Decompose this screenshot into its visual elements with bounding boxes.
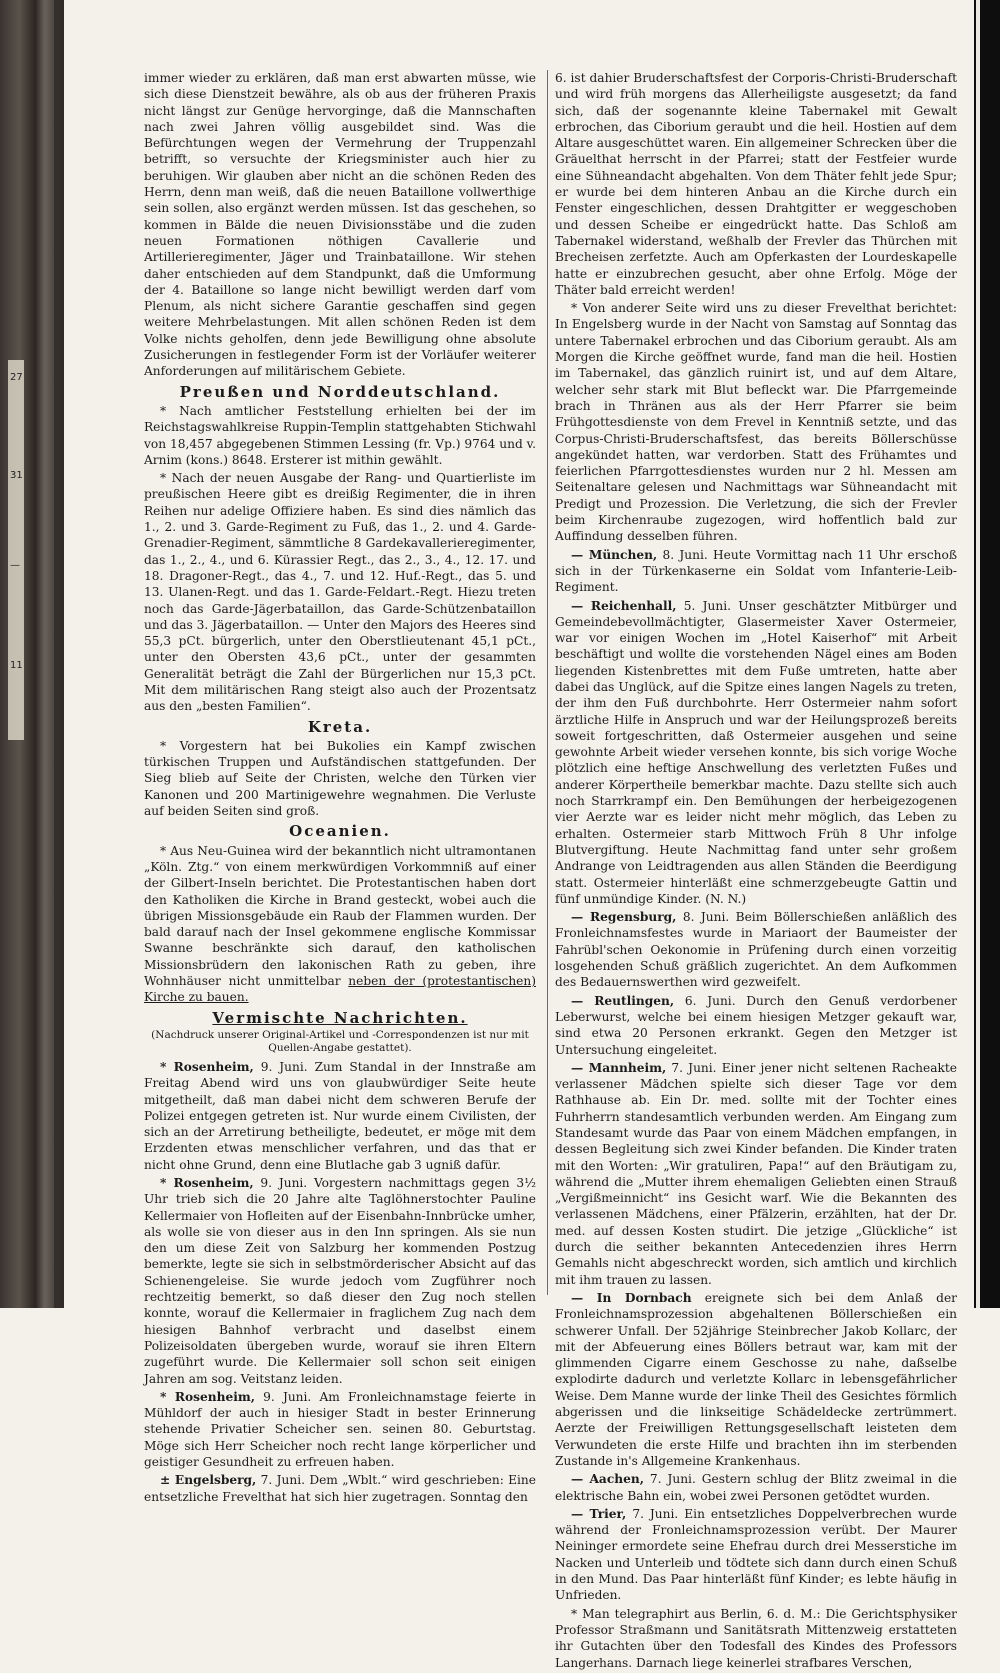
dateline: * Rosenheim, — [160, 1059, 254, 1074]
news-text: 9. Juni. Vorgestern nachmittags gegen 3½ Uhr trieb sich die 20 Jahre alte Taglöhnerstochter Pauline Kellermaier von Hofleiten auf der Eisenbahn-Innbrücke umher, als wolle sie von dieser aus in den Inn springen. Als sie nun den um diese Zeit von Salzburg her kommenden Postzug bemerkte, legte sie sich in selbstmörderischer Absicht auf das Schienengeleise. Sie wurde jedoch vom Zugführer noch rechtzeitig bemerkt, so daß dieser den Zug noch stellen konnte, worauf die Kellermaier in fraglichem Zug nach dem hiesigen Bahnhof verbracht und daselbst einem Polizeisoldaten übergeben wurde, worauf sie ihren Eltern zugeführt wurde. Die Kellermaier soll schon seit einigen Jahren am sog. Veitstanz leiden. — [144, 1176, 537, 1386]
news-item — [555, 909, 957, 990]
news-text: 7. Juni. Gestern schlug der Blitz zweimal in die elektrische Bahn ein, wobei zwei Personen getödtet wurden. — [555, 1472, 958, 1503]
news-item — [144, 1389, 536, 1470]
newspaper-page — [100, 70, 962, 1670]
dateline: — Aachen, — [571, 1472, 644, 1487]
news-item: * Vorgestern hat bei Bukolies ein Kampf zwischen türkischen Truppen und Aufständischen stattgefunden. Der Sieg blieb auf Seite der Christen, welche den Türken vier Kanonen und 200 Martinigewehre wegnahmen. Die Verluste auf beiden Seiten sind groß. — [144, 738, 536, 819]
dateline: ± Engelsberg, — [160, 1473, 257, 1488]
news-text: 6. Juni. Durch den Genuß verdorbener Leberwurst, welche bei einem hiesigen Metzger gekauft war, sind etwa 20 Personen erkrankt. Gegen den Metzger ist Untersuchung eingeleitet. — [555, 993, 958, 1057]
section-heading-prussia: Preußen und Norddeutschland. — [179, 382, 501, 401]
news-item — [555, 993, 957, 1058]
news-item — [555, 1471, 957, 1504]
news-item: * Von anderer Seite wird uns zu dieser Frevelthat berichtet: In Engelsberg wurde in der Nacht von Samstag auf Sonntag das untere Tabernakel erbrochen und das Ciborium geraubt. Als am Morgen die Kirche geöffnet wurde, fand man die heil. Hostien im Tabernakel, das gänzlich ruinirt ist, und auf dem Altare, welcher sehr stark mit Blut befleckt war. Die Pfarrgemeinde brach in Thränen aus als der Herr Pfarrer sie beim Frühgottesdienste von dem Frevel in Kenntniß setzte, und das Corpus-Christi-Bruderschaftsfest, das bereits Böllerschüsse angekündet hatten, war verdorben. Statt des Frühamtes und feierlichen Pfarrgottesdienstes wurden nur 2 hl. Messen am Seitenaltare gelesen und Nachmittags war Sühneandacht mit Predigt und Prozession. Die Verletzung, die sich der Frevler beim Kirchenraube zugezogen, wird hoffentlich bald zur Auffindung desselben führen. — [555, 301, 957, 544]
dateline: * Rosenheim, — [160, 1176, 254, 1190]
news-item — [555, 1290, 957, 1469]
news-text: 7. Juni. Einer jener nicht seltenen Racheakte verlassener Mädchen spielte sich dieser Tage vor dem Rathhause ab. Ein Dr. med. sollte mit der Tochter eines Fuhrherrn standesamtlich verbunden werden. Am Eingang zum Standesamt wurde das Paar von einem Mädchen empfangen, in dessen Begleitung sich zwei Kinder befanden. Die Kinder traten mit den Worten: „Wir gratuliren, Papa!“ auf den Bräutigam zu, während die „Mutter ihrem ehemaligen Geliebten einen Strauß „Vergißmeinnicht“ ins Gesicht warf. Wie die Bekannten des verlassenen Mädchens, einer Pfälzerin, erzählten, hat der Dr. med. auf dessen Kosten studirt. Die jetzige „Glückliche“ ist durch die seither bekannten Antecedenzien ihres Herrn Gemahls nicht abgeschreckt worden, sich amtlich und kirchlich mit ihm trauen zu lassen. — [555, 1060, 957, 1287]
news-item — [555, 598, 957, 908]
news-text: 9. Juni. Am Fronleichnamstage feierte in Mühldorf der auch in hiesiger Stadt in bester Erinnerung stehende Privatier Scheicher sen. seinen 80. Geburtstag. Möge sich Herr Scheicher noch recht lange körperlicher und geistiger Gesundheit zu erfreuen haben. — [144, 1389, 537, 1470]
news-item: * Nach der neuen Ausgabe der Rang- und Quartierliste im preußischen Heere gibt es dreißig Regimenter, die in ihren Reihen nur adelige Offiziere haben. Es sind dies nämlich das 1., 2. und 3. Garde-Regiment zu Fuß, das 1., 2. und 4. Garde-Grenadier-Regiment, sämmtliche 8 Gardekavallerieregimenter, das 1., 2., 4., und 6. Kürassier Regt., das 2., 3., 4., 12. 17. und 18. Dragoner-Regt., das 4., 7. und 12. Huf.-Regt., das 5. und 13. Ulanen-Regt. und das 1. Garde-Feldart.-Regt. Hiezu treten noch das Garde-Jägerbataillon, das Garde-Schützenbataillon und das 3. Jägerbataillon. — Unter den Majors des Heeres sind 55,3 pCt. bürgerlich, unter den Oberstlieutenant 45,1 pCt., unter den Obersten 43,6 pCt., unter der gesammten Generalität beträgt die Zahl der Bürgerlichen nur 15,3 pCt. Mit dem militärischen Rang steigt also auch der Prozentsatz aus den „besten Familien“. — [144, 471, 536, 714]
article-continuation: 6. ist dahier Bruderschaftsfest der Corporis-Christi-Bruderschaft und wird früh morgens das Allerheiligste ausgesetzt; da fand sich, daß der sogenannte kleine Tabernakel mit Gewalt erbrochen, das Ciborium geraubt und die heil. Hostien auf dem Altare ausgeschüttet waren. Ein allgemeiner Schrecken über die Gräuelthat herrscht in der Pfarrei; statt der Festfeier wurde eine Sühneandacht abgehalten. Von dem Thäter fehlt jede Spur; er wurde bei dem hinteren Anbau an die Kirche durch ein Fenster eingeschlichen, dessen Drahtgitter er weggeschoben und dessen Scheibe er eingedrückt hatte. Das Schloß am Tabernakel widerstand, weßhalb der Frevler das Thürchen mit Brecheisen zerfetzte. Auch am Opferkasten der Lourdeskapelle hatte er einzubrechen gesucht, aber ohne Erfolg. Möge der Thäter bald erreicht werden! — [555, 71, 957, 297]
underlined-text: neben der (protestantischen) Kirche zu bauen. — [144, 974, 536, 1005]
source-note: (N. N.) — [705, 891, 747, 906]
dateline: — Reutlingen, — [571, 993, 675, 1008]
column-divider — [547, 70, 548, 1295]
news-text: 9. Juni. Zum Standal in der Innstraße am Freitag Abend wird uns von glaubwürdiger Seite heute mitgetheilt, daß man dabei nicht dem schweren Berufe der Polizei entgegen getreten ist. Nur wurde einem Civilisten, der sich an der Arretirung betheiligte, bedeutet, er möge mit dem Erzdenten etwas menschlicher verfahren, und das that er nicht ohne Grund, denn eine Blutlache gab 3 ugniß dafür. — [144, 1059, 536, 1172]
right-column — [555, 70, 957, 1673]
ruler-number: — — [10, 560, 20, 571]
news-item — [144, 1472, 536, 1505]
dateline: — Regensburg, — [571, 910, 677, 925]
reprint-notice: (Nachdruck unserer Original-Artikel und -Correspondenzen ist nur mit Quellen-Angabe gestattet). — [151, 1028, 529, 1054]
news-item — [144, 1059, 536, 1173]
news-item — [144, 843, 536, 1006]
left-column — [144, 70, 536, 1507]
dateline: — Reichenhall, — [571, 598, 677, 613]
news-item: * Nach amtlicher Feststellung erhielten bei der im Reichstagswahlkreise Ruppin-Templin stattgehabten Stichwahl von 18,457 abgegebenen Stimmen Lessing (fr. Vp.) 9764 und v. Arnim (kons.) 8648. Ersterer ist mithin gewählt. — [144, 403, 536, 467]
article-continuation: immer wieder zu erklären, daß man erst abwarten müsse, wie sich diese Dienstzeit bewähre, als ob aus der früheren Praxis nicht längst zur Genüge hervorginge, daß die Mannschaften nach zwei Jahren völlig ausgebildet sind. Was die Befürchtungen wegen der Vermehrung der Truppenzahl betrifft, so versuchte der Kriegsminister auch hier zu beruhigen. Wir glauben aber nicht an die schönen Reden des Herrn, denn man weiß, daß die neuen Bataillone vollwerthige sein sollen, also ergänzt werden müssen. Ist das geschehen, so kommen in Bälde die neuen Divisionsstäbe und die zuden neuen Formationen nöthigen Cavallerie und Artillerieregimenter, Jäger und Trainbataillone. Wir stehen daher entschieden auf dem Standpunkt, daß die Umformung der 4. Bataillone so lange nicht bewilligt werden darf vom Plenum, als nicht sichere Garantie geschaffen sind gegen weitere Mehrbelastungen. Mit allen schönen Reden ist dem Volke nichts geholfen, denn jede Bewilligung ohne absolute Zusicherungen in festlegender Form ist der Vorläufer weiterer Anforderungen auf militärischem Gebiete. — [144, 71, 536, 379]
dateline: — Mannheim, — [571, 1060, 667, 1075]
news-text: 7. Juni. Dem „Wblt.“ wird geschrieben: Eine entsetzliche Frevelthat hat sich hier zugetragen. Sonntag den — [144, 1473, 536, 1504]
news-item — [555, 547, 957, 596]
section-heading-crete: Kreta. — [307, 717, 373, 736]
dateline: — In Dornbach — [571, 1290, 692, 1305]
scale-ruler — [8, 360, 24, 740]
ruler-number: 31 — [10, 470, 23, 481]
ruler-number: 27 — [10, 372, 23, 383]
news-item: * Man telegraphirt aus Berlin, 6. d. M.: Die Gerichtsphysiker Professor Straßmann und Sanitätsrath Mittenzweig erstatteten ihr Gutachten über den Todesfall des Kindes des Professors Langerhans. Darnach liege keinerlei strafbares Verschen, — [555, 1606, 957, 1670]
news-item — [555, 1506, 957, 1604]
ruler-number: 11 — [10, 660, 23, 671]
news-item — [144, 1175, 536, 1387]
page-right-edge — [974, 0, 1000, 1308]
news-text: 7. Juni. Ein entsetzliches Doppelverbrechen wurde während der Fronleichnamsprozession verübt. Der Maurer Neininger ermordete seine Ehefrau durch drei Messerstiche im Nacken und Unterleib und tödtete sich dann durch einen Schuß in den Mund. Das Paar hinterläßt fünf Kinder; es lebte häufig in Unfrieden. — [555, 1506, 957, 1603]
news-text: 8. Juni. Heute Vormittag nach 11 Uhr erschoß sich in der Türkenkaserne ein Soldat vom Infanterie-Leib-Regiment. — [555, 547, 957, 595]
news-text: ereignete sich bei dem Anlaß der Fronleichnamsprozession abgehaltenen Böllerschießen ein schwerer Unfall. Der 52jährige Steinbrecher Jakob Kollarc, der mit der Abfeuerung eines Böllers betraut war, kam mit der glimmenden Cigarre einem Geschosse zu nahe, daßselbe explodirte dadurch und verletzte Kollarc in lebensgefährlicher Weise. Dem Manne wurde der linke Theil des Gesichtes förmlich abgerissen und die linkseitige Schädeldecke zertrümmert. Aerzte der Freiwilligen Rettungsgesellschaft leisteten dem Verwundeten die erste Hilfe und brachten ihn im sterbenden Zustande in's Allgemeine Krankenhaus. — [555, 1290, 958, 1468]
section-heading-oceania: Oceanien. — [289, 822, 391, 841]
news-item — [555, 1060, 957, 1288]
dateline: * Rosenheim, — [160, 1389, 256, 1404]
section-heading-misc: Vermischte Nachrichten. — [212, 1008, 468, 1027]
dateline: — München, — [571, 547, 658, 562]
news-text: * Aus Neu-Guinea wird der bekanntlich nicht ultramontanen „Köln. Ztg.“ von einem merkwürdigen Vorkommniß auf einer der Gilbert-Inseln berichtet. Die Protestantischen haben dort den Katholiken die Kirche in Brand gesteckt, wobei auch die übrigen Missionsgebäude ein Raub der Flammen wurden. Der bald darauf nach der Insel gekommene englische Kommissar Swanne beschränkte sich darauf, den katholischen Missionsbrüdern den lakonischen Rath zu geben, ihre Wohnhäuser nicht unmittelbar — [144, 843, 536, 989]
dateline: — Trier, — [571, 1506, 627, 1521]
news-text: 8. Juni. Beim Böllerschießen anläßlich des Fronleichnamsfestes wurde in Mariaort der Baumeister der Fahrübl'schen Oekonomie in Prüfening durch einen vorzeitig losgehenden Schuß gräßlich zugerichtet. An dem Aufkommen des Bedauernswerthen wird gezweifelt. — [555, 910, 957, 990]
news-text: 5. Juni. Unser geschätzter Mitbürger und Gemeindebevollmächtigter, Glasermeister Xaver Ostermeier, war vor einigen Wochen im „Hotel Kaiserhof“ mit Arbeit beschäftigt und wollte die vorstehenden Nägel eines am Boden liegenden Kistenbrettes mit dem Fuße umtreten, hatte aber dabei das Unglück, auf die Spitze eines langen Nagels zu treten, der ihm den Fuß durchbohrte. Herr Ostermeier nahm sofort ärztliche Hilfe in Anspruch und war der Heilungsprozeß bereits soweit fortgeschritten, daß Ostermeier ausgehen und seine gewohnte Arbeit wieder versehen konnte, bis sich vorige Woche plötzlich eine heftige Anschwellung des verletzten Fußes und anderer Körpertheile bemerkbar machte. Dazu stellte sich auch noch Starrkrampf ein. Den Bemühungen der herbeigezogenen vier Aerzte war es leider nicht mehr möglich, das Leben zu erhalten. Ostermeier starb Mittwoch Früh 8 Uhr infolge Blutvergiftung. Heute Nachmittag fand unter sehr großem Andrange von Leidtragenden aus allen Ständen die Beerdigung statt. Ostermeier hinterläßt eine schmerzgebeugte Gattin und fünf unmündige Kinder. — [555, 598, 957, 906]
